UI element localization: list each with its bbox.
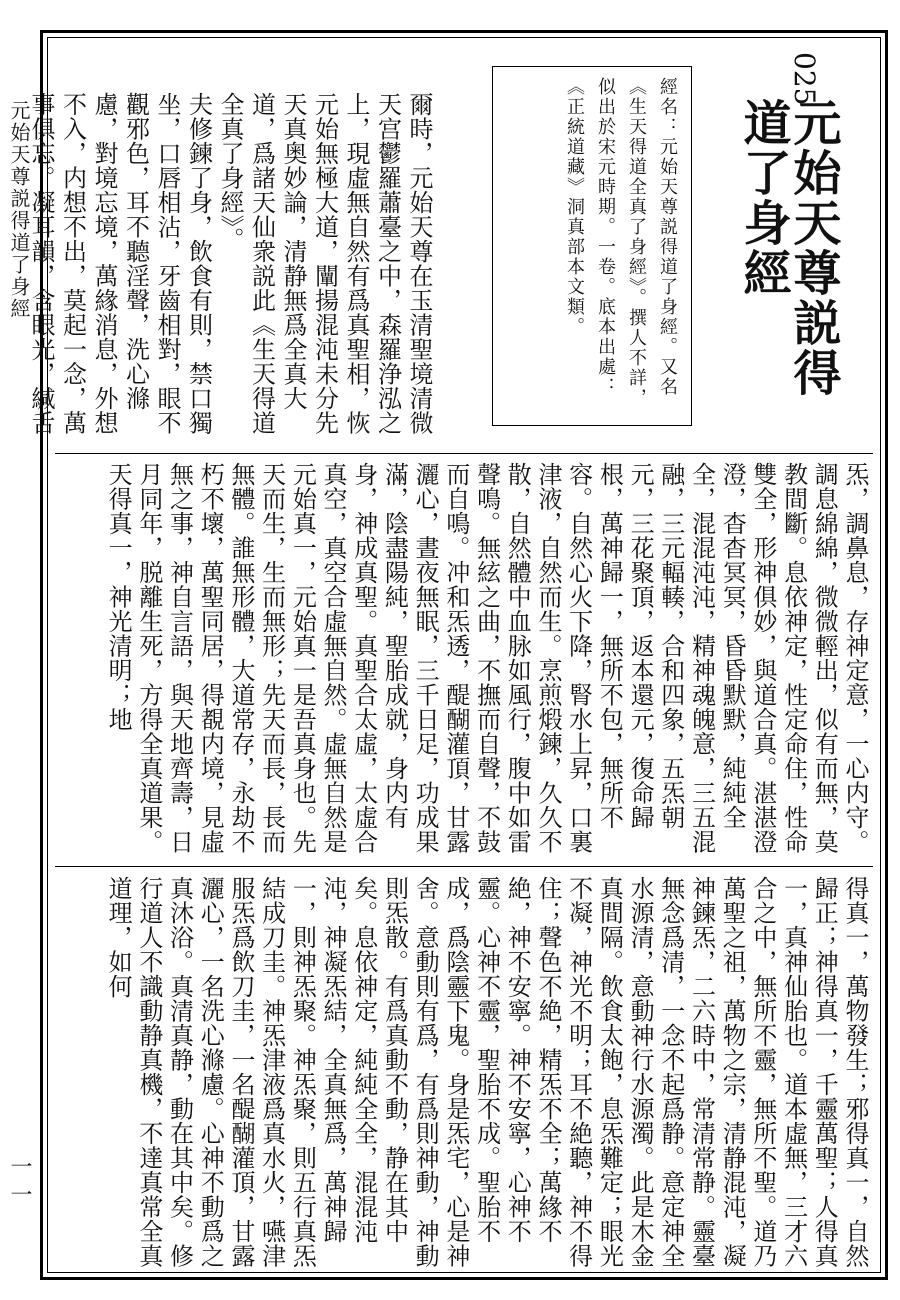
scripture-title: 元始天尊説得道了身經 xyxy=(735,98,841,398)
body-paragraph-2-upper: 夫修鍊了身，飲食有則，禁口獨坐，口唇相沾，牙齒相對，眼不觀邪色，耳不聽淫聲，洗心滌慮，對境忘境，萬緣消息，外想不入，内想不出，莫起一念，萬事俱忘。凝耳韻，含眼光，緘舌 xyxy=(27,92,213,435)
body-paragraph-1: 爾時，元始天尊在玉清聖境清微天宫鬱羅蕭臺之中，森羅浄泓之上，現虛無自然有爲真聖相，恢元始無極大道，闡揚混沌未分先天真奥妙論，清静無爲全真大道，爲諸天仙衆説此《生天得道全真了身經》。 xyxy=(216,92,433,435)
serial-number: 025 xyxy=(788,52,821,106)
body-text-middle xyxy=(56,462,870,857)
section-divider-lower xyxy=(55,866,873,867)
bibliographic-info-box xyxy=(492,66,692,426)
body-paragraph-2-middle: 炁，調鼻息，存神定意，一心内守。調息綿綿，微微輕出，似有而無，莫教間斷。息依神定，性定命住，性命雙全，形神俱妙，與道合真。湛湛澄澄，杳杳冥冥，昏昏默默，純純全全，混混沌沌，精神魂魄意，三五混融，三元輻輳，合和四象，五炁朝元，三花聚頂，返本還元，復命歸根，萬神歸一，無所不包，無所不容。自然心火下降，腎水上昇，口裏津液，自然而生。烹煎煅鍊，久久不散，自然體中血脉如風行，腹中如雷聲鳴。無絃之曲，不撫而自聲，不鼓而自鳴。冲和炁透，醍醐灌頂，甘露灑心，晝夜無眠，三千日足，功成果滿，陰盡陽純，聖胎成就，身内有身，神成真聖。真聖合太虛，太虛合真空，真空合虛無自然。虛無自然是元始真一，元始真一是吾真身也。先天而生，生而無形；先天而長，長而無體。誰無形體，大道常存，永劫不朽不壞，萬聖同居，得覩内境，見虛無之事，神自言語，與天地齊壽，日月同年，脱離生死，方得全真道果。天得真一，神光清明；地 xyxy=(104,462,869,854)
body-paragraph-2-lower: 得真一，萬物發生；邪得真一，自然歸正；神得真一，千靈萬聖；人得真一，真神仙胎也。道本虛無，三才六合之中，無所不靈，無所不聖。道乃萬聖之祖，萬物之宗，清静混沌，凝神鍊炁，二六時中，常清常静。靈臺無念爲清，一念不起爲静。意定神全水源清，意動神行水源濁。此是木金真間隔。飲食太飽，息炁難定；眼光不凝，神光不明；耳不絶聽，神不得住；聲色不絶，精炁不全；萬緣不絶，神不安寧。神不安寧，心神不靈。心神不靈，聖胎不成。聖胎不成，爲陰靈下鬼。身是炁宅，心是神舍。意動則有爲，有爲則神動，神動則炁散。有爲真動不動，静在其中矣。息依神定，純純全全，混混沌沌，神凝炁結，全真無爲，萬神歸一，則神炁聚。神炁聚，則五行真炁結成刀圭。神炁津液爲真水火，嚥津服炁爲飲刀圭，一名醍醐灌頂，甘露灑心，一名洗心滌慮。心神不動爲之真沐浴。真清真静，動在其中矣。修行道人不識動静真機，不達真常全真道理，如何 xyxy=(104,876,869,1268)
bibliographic-note: 經名：元始天尊説得道了身經。又名《生天得道全真了身經》。撰人不詳，似出於宋元時期。一卷。底本出處：《正統道藏》洞真部本文類。 xyxy=(564,77,678,408)
page-number: 一一 xyxy=(7,1155,32,1211)
bibliographic-info-text xyxy=(499,77,683,417)
running-title: 元始天尊説得道了身經 xyxy=(7,100,31,320)
body-text-upper xyxy=(27,44,434,439)
body-text-lower xyxy=(56,876,870,1271)
section-divider-upper xyxy=(55,453,873,454)
